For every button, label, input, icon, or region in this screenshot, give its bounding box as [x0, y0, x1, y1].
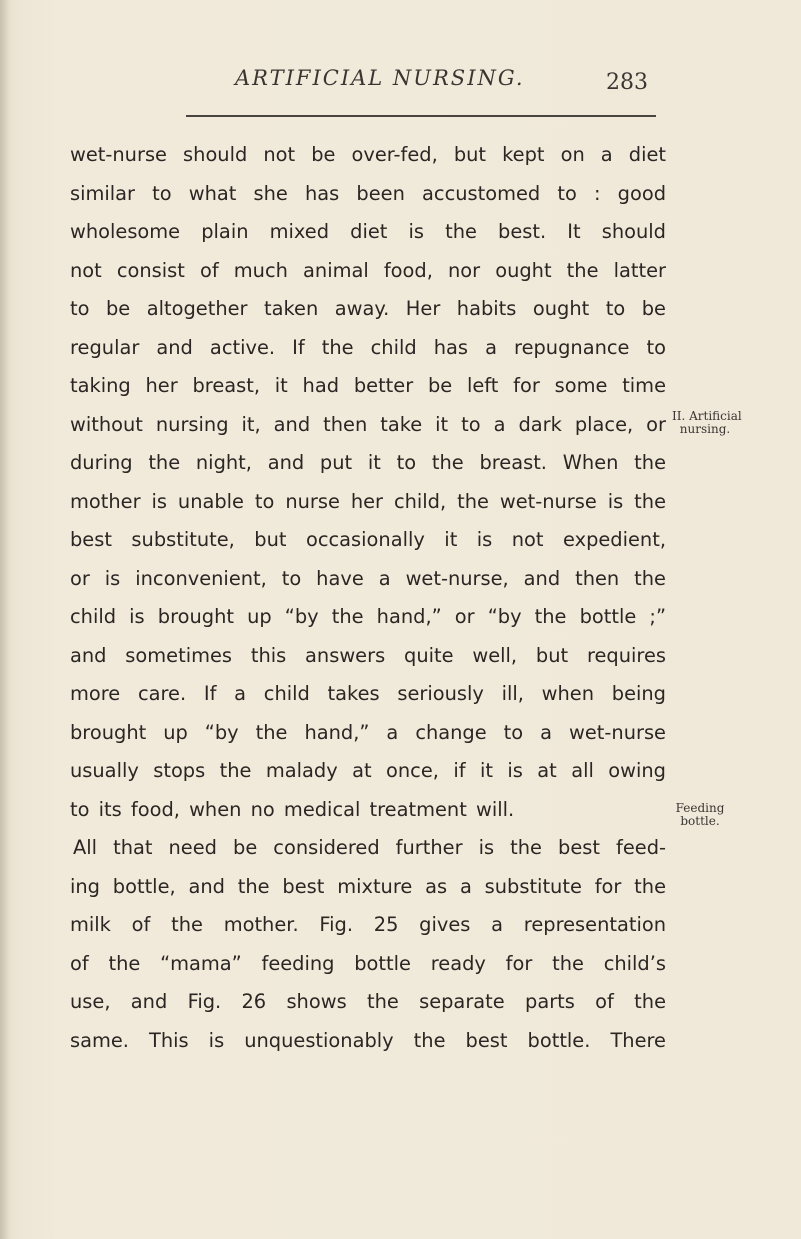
margin-note-line: bottle.	[680, 814, 720, 828]
text-line: regular and active. If the child has a repugnance to	[70, 335, 666, 359]
text-line: brought up “by the hand,” a change to a wet-nurse	[70, 720, 666, 744]
text-line: and sometimes this answers quite well, but requires	[70, 643, 666, 667]
text-line: during the night, and put it to the breast. When the	[70, 451, 666, 474]
text-line: without nursing it, and then take it to a dark place, or	[70, 412, 666, 436]
text-line: not consist of much animal food, nor ought the latter	[70, 258, 666, 282]
gutter-shadow	[0, 0, 10, 1239]
text-line: to be altogether taken away. Her habits ought to be	[70, 297, 666, 320]
margin-note-artificial-nursing	[672, 409, 742, 436]
page-number: 283	[606, 70, 648, 95]
text-line: best substitute, but occasionally it is not expedient,	[70, 528, 666, 551]
text-line: use, and Fig. 26 shows the separate parts of the	[70, 990, 666, 1013]
text-line: wholesome plain mixed diet is the best. It should	[70, 220, 666, 243]
text-line: same. This is unquestionably the best bottle. There	[70, 1028, 666, 1052]
text-line: wet-nurse should not be over-fed, but kept on a diet	[70, 143, 666, 166]
margin-note-line: nursing.	[679, 422, 731, 436]
margin-note-line: II. Artificial	[672, 409, 742, 423]
text-line: mother is unable to nurse her child, the wet-nurse is the	[70, 489, 666, 513]
page-header	[0, 66, 801, 106]
margin-note-feeding-bottle	[672, 802, 728, 828]
text-line: to its food, when no medical treatment will.	[70, 797, 515, 821]
text-line: or is inconvenient, to have a wet-nurse, and then the	[70, 566, 666, 590]
body-text	[70, 136, 666, 1060]
text-line: milk of the mother. Fig. 25 gives a representation	[70, 913, 666, 936]
text-line: more care. If a child takes seriously ill, when being	[70, 682, 666, 705]
margin-note-line: Feeding	[675, 801, 725, 815]
text-line: child is brought up “by the hand,” or “by the bottle ;”	[70, 605, 666, 628]
text-line: taking her breast, it had better be left for some time	[70, 374, 666, 397]
text-line: similar to what she has been accustomed to : good	[70, 181, 666, 205]
running-head: ARTIFICIAL NURSING.	[235, 66, 525, 90]
text-line: ing bottle, and the best mixture as a substitute for the	[70, 874, 666, 898]
header-rule	[186, 115, 656, 117]
text-line: of the “mama” feeding bottle ready for the child’s	[70, 951, 666, 975]
text-line: All that need be considered further is the best feed-	[73, 836, 666, 859]
text-line: usually stops the malady at once, if it is at all owing	[70, 759, 666, 782]
